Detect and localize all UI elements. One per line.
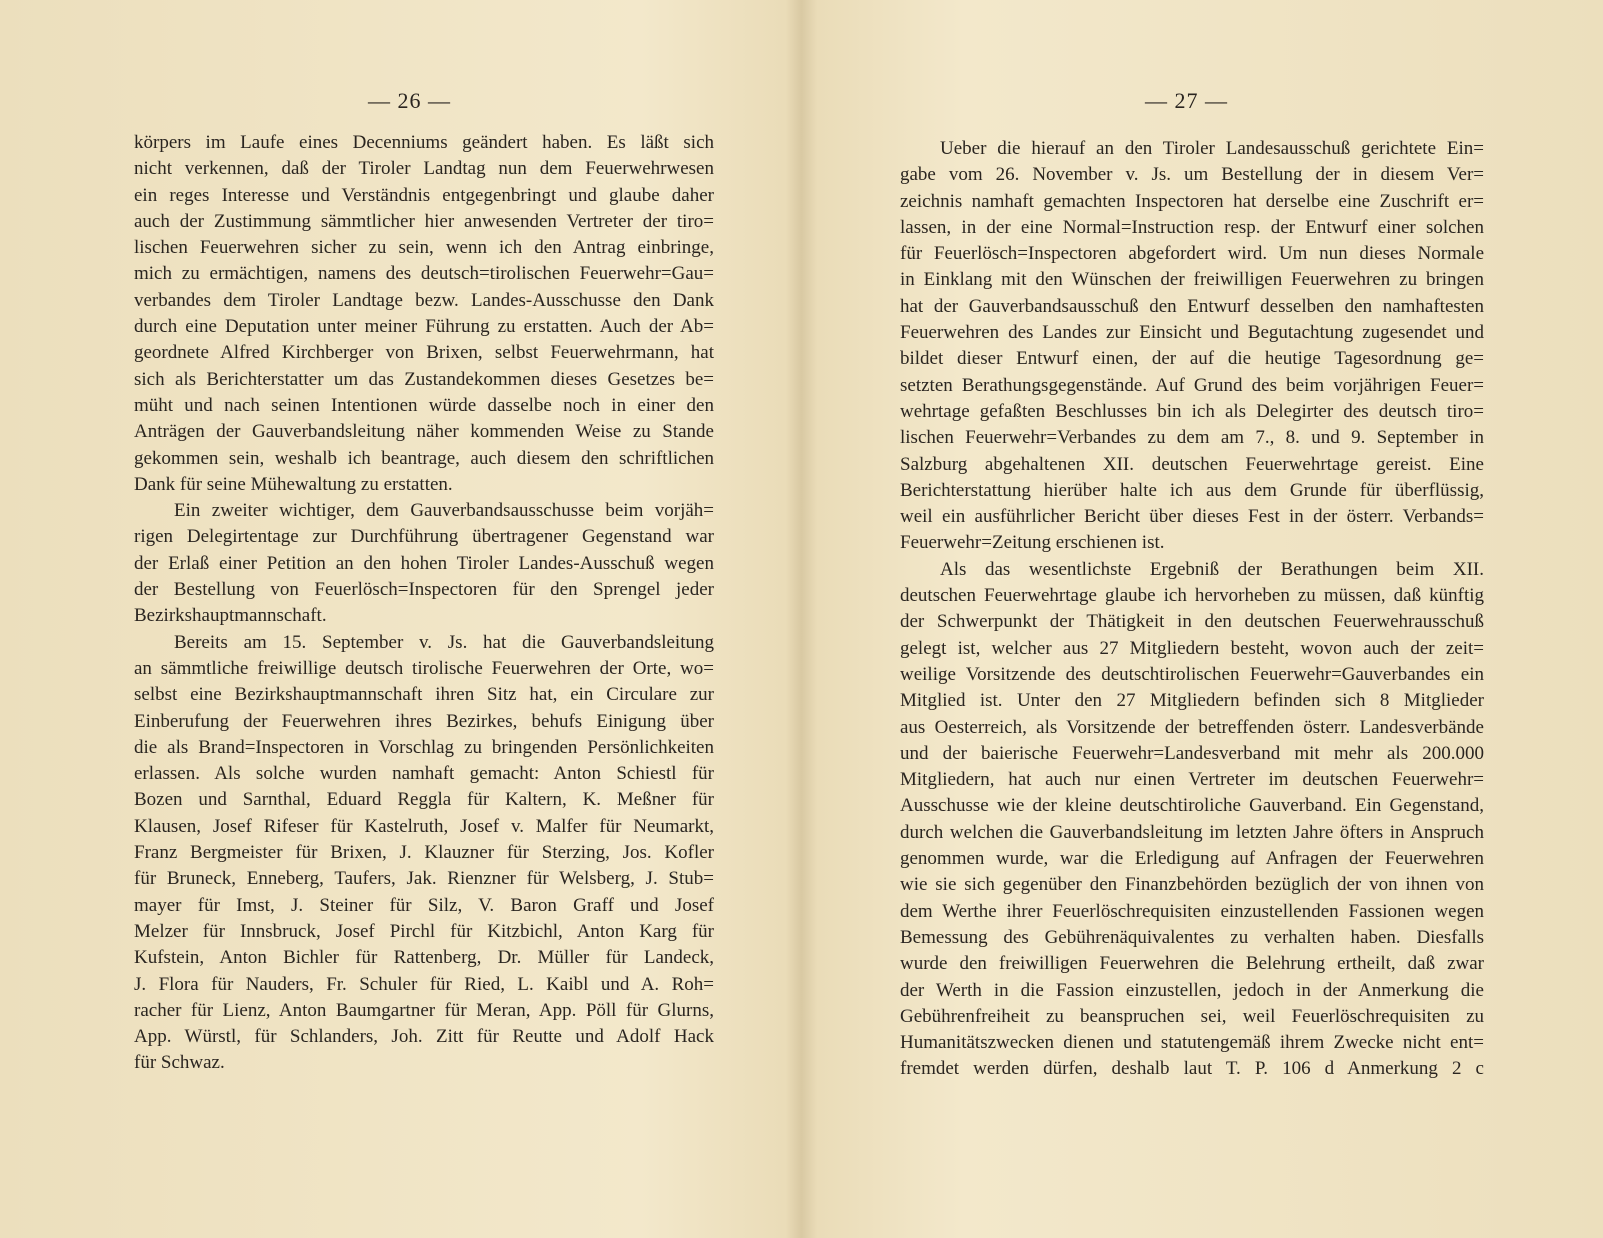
text-line: fremdet werden dürfen, deshalb laut T. P. 106 d Anmerkung 2 c [900, 1058, 1484, 1080]
text-line: in Einklang mit den Wünschen der freiwilligen Feuerwehren zu bringen [900, 269, 1484, 291]
text-line: und der baierische Feuerwehr=Landesverband mit mehr als 200.000 [900, 742, 1484, 764]
text-line: Ein zweiter wichtiger, dem Gauverbandsausschusse beim vorjäh= [174, 500, 714, 522]
text-line: durch welchen die Gauverbandsleitung im letzten Jahre öfters in Anspruch [900, 821, 1484, 843]
text-line: Humanitätszwecken dienen und statutengemäß ihrem Zwecke nicht ent= [900, 1032, 1484, 1054]
text-line: erlassen. Als solche wurden namhaft gemacht: Anton Schiestl für [134, 763, 714, 785]
text-line: durch eine Deputation unter meiner Führung zu erstatten. Auch der Ab= [134, 316, 714, 338]
text-line: hat der Gauverbandsausschuß den Entwurf desselben den namhaftesten [900, 295, 1484, 317]
text-line: der Erlaß einer Petition an den hohen Tiroler Landes-Ausschuß wegen [134, 552, 714, 574]
text-line: selbst eine Bezirkshauptmannschaft ihren Sitz hat, ein Circulare zur [134, 684, 714, 706]
text-line: genommen wurde, war die Erledigung auf Anfragen der Feuerwehren [900, 848, 1484, 870]
text-line: Mitgliedern, hat auch nur einen Vertreter im deutschen Feuerwehr= [900, 769, 1484, 791]
text-line: weilige Vorsitzende des deutschtirolischen Feuerwehr=Gauverbandes ein [900, 663, 1484, 685]
page-number: — 27 — [1145, 88, 1228, 113]
text-line: Salzburg abgehaltenen XII. deutschen Feuerwehrtage gereist. Eine [900, 453, 1484, 475]
text-line: wurde den freiwilligen Feuerwehren die Belehrung ertheilt, daß zwar [900, 953, 1484, 975]
text-line: Dank für seine Mühewaltung zu erstatten. [134, 473, 453, 495]
text-line: Gebührenfreiheit zu beanspruchen sei, weil Feuerlöschrequisiten zu [900, 1005, 1484, 1027]
text-line: sich als Berichterstatter um das Zustandekommen dieses Gesetzes be= [134, 368, 714, 390]
text-line: Feuerwehren des Landes zur Einsicht und Begutachtung zugesendet und [900, 322, 1484, 344]
text-line: gelegt ist, welcher aus 27 Mitgliedern besteht, wovon auch der zeit= [900, 637, 1484, 659]
text-line: setzten Berathungsgegenstände. Auf Grund des beim vorjährigen Feuer= [900, 374, 1484, 396]
text-line: mich zu ermächtigen, namens des deutsch=tirolischen Feuerwehr=Gau= [134, 263, 714, 285]
text-line: gabe vom 26. November v. Js. um Bestellung der in diesem Ver= [900, 164, 1484, 186]
text-line: für Feuerlösch=Inspectoren abgefordert wird. Um nun dieses Normale [900, 243, 1484, 265]
text-line: der Bestellung von Feuerlösch=Inspectoren für den Sprengel jeder [134, 579, 714, 601]
text-line: Bemessung des Gebührenäquivalentes zu verhalten haben. Diesfalls [900, 926, 1484, 948]
text-line: geordnete Alfred Kirchberger von Brixen, selbst Feuerwehrmann, hat [134, 342, 714, 364]
text-line: lischen Feuerwehren sicher zu sein, wenn ich den Antrag einbringe, [134, 237, 714, 259]
text-line: Berichterstattung hierüber halte ich aus dem Grunde für überflüssig, [900, 479, 1484, 501]
right-page-text [900, 136, 1484, 1083]
text-line: an sämmtliche freiwillige deutsch tirolische Feuerwehren der Orte, wo= [134, 657, 714, 679]
text-line: Ausschusse wie der kleine deutschtiroliche Gauverband. Ein Gegenstand, [900, 795, 1484, 817]
text-line: Feuerwehr=Zeitung erschienen ist. [900, 532, 1165, 554]
text-line: auch der Zustimmung sämmtlicher hier anwesenden Vertreter der tiro= [134, 210, 714, 232]
text-line: gekommen sein, weshalb ich beantrage, auch diesem den schriftlichen [134, 447, 714, 469]
text-line: für Schwaz. [134, 1052, 225, 1074]
text-line: lischen Feuerwehr=Verbandes zu dem am 7., 8. und 9. September in [900, 427, 1484, 449]
text-line: bildet dieser Entwurf einen, der auf die heutige Tagesordnung ge= [900, 348, 1484, 370]
text-line: Bezirkshauptmannschaft. [134, 605, 327, 627]
text-line: Bozen und Sarnthal, Eduard Reggla für Kaltern, K. Meßner für [134, 789, 714, 811]
text-line: wie sie sich gegenüber den Finanzbehörden bezüglich der von ihnen von [900, 874, 1484, 896]
left-page-text [134, 130, 714, 1077]
left-page [0, 0, 800, 1238]
text-line: der Werth in die Fassion einzustellen, jedoch in der Anmerkung die [900, 979, 1484, 1001]
text-line: aus Oesterreich, als Vorsitzende der betreffenden österr. Landesverbände [900, 716, 1484, 738]
text-line: müht und nach seinen Intentionen würde dasselbe noch in einer den [134, 394, 714, 416]
text-line: Anträgen der Gauverbandsleitung näher kommenden Weise zu Stande [134, 421, 714, 443]
text-line: zeichnis namhaft gemachten Inspectoren hat derselbe eine Zuschrift er= [900, 190, 1484, 212]
text-line: Kufstein, Anton Bichler für Rattenberg, Dr. Müller für Landeck, [134, 947, 714, 969]
text-line: racher für Lienz, Anton Baumgartner für Meran, App. Pöll für Glurns, [134, 999, 714, 1021]
text-line: Einberufung der Feuerwehren ihres Bezirkes, behufs Einigung über [134, 710, 714, 732]
page-number: — 26 — [368, 88, 451, 113]
text-line: dem Werthe ihrer Feuerlöschrequisiten einzustellenden Fassionen wegen [900, 900, 1484, 922]
text-line: ein reges Interesse und Verständnis entgegenbringt und glaube daher [134, 184, 714, 206]
text-line: wehrtage gefaßten Beschlusses bin ich als Delegirter des deutsch tiro= [900, 400, 1484, 422]
text-line: mayer für Imst, J. Steiner für Silz, V. Baron Graff und Josef [134, 894, 714, 916]
text-line: für Bruneck, Enneberg, Taufers, Jak. Rienzner für Welsberg, J. Stub= [134, 868, 714, 890]
text-line: rigen Delegirtentage zur Durchführung übertragener Gegenstand war [134, 526, 714, 548]
text-line: körpers im Laufe eines Decenniums geändert haben. Es läßt sich [134, 132, 714, 153]
text-line: J. Flora für Nauders, Fr. Schuler für Ried, L. Kaibl und A. Roh= [134, 973, 714, 995]
text-line: nicht verkennen, daß der Tiroler Landtag nun dem Feuerwehrwesen [134, 158, 714, 180]
text-line: Mitglied ist. Unter den 27 Mitgliedern befinden sich 8 Mitglieder [900, 690, 1484, 712]
text-line: Melzer für Innsbruck, Josef Pirchl für Kitzbichl, Anton Karg für [134, 920, 714, 942]
text-line: Bereits am 15. September v. Js. hat die Gauverbandsleitung [174, 631, 714, 653]
text-line: verbandes dem Tiroler Landtage bezw. Landes-Ausschusse den Dank [134, 289, 714, 311]
text-line: deutschen Feuerwehrtage glaube ich hervorheben zu müssen, daß künftig [900, 585, 1484, 607]
text-line: App. Würstl, für Schlanders, Joh. Zitt für Reutte und Adolf Hack [134, 1026, 714, 1048]
text-line: der Schwerpunkt der Thätigkeit in den deutschen Feuerwehrausschuß [900, 611, 1484, 633]
text-line: Klausen, Josef Rifeser für Kastelruth, Josef v. Malfer für Neumarkt, [134, 815, 714, 837]
text-line: die als Brand=Inspectoren in Vorschlag zu bringenden Persönlichkeiten [134, 736, 714, 758]
text-line: weil ein ausführlicher Bericht über dieses Fest in der österr. Verbands= [900, 506, 1484, 528]
text-line: Als das wesentlichste Ergebniß der Berathungen beim XII. [940, 558, 1484, 580]
right-page [800, 0, 1603, 1238]
text-line: Franz Bergmeister für Brixen, J. Klauzner für Sterzing, Jos. Kofler [134, 842, 714, 864]
text-line: lassen, in der eine Normal=Instruction resp. der Entwurf einer solchen [900, 216, 1484, 238]
text-line: Ueber die hierauf an den Tiroler Landesausschuß gerichtete Ein= [940, 138, 1484, 159]
